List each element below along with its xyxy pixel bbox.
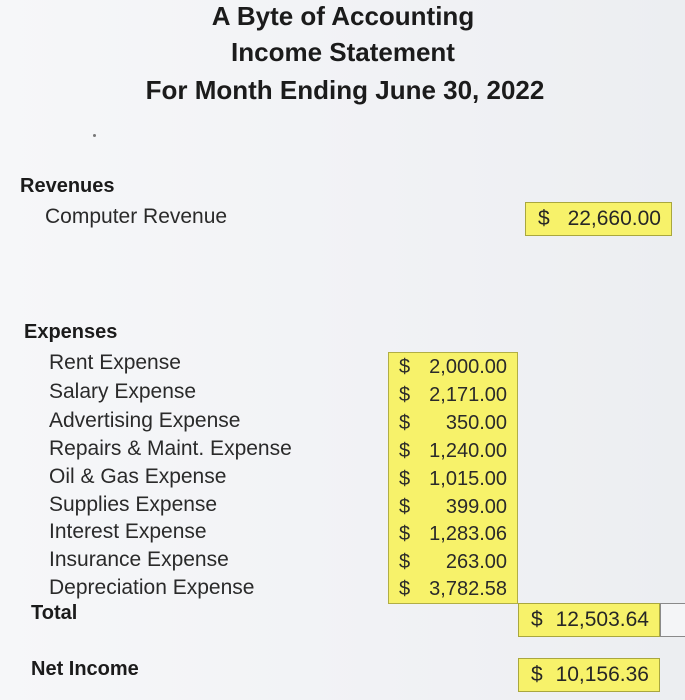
expenses-heading: Expenses (24, 321, 118, 343)
currency-symbol: $ (399, 356, 411, 378)
expenses-total-value: 12,503.64 (555, 608, 649, 631)
expense-amount-cell[interactable] (389, 382, 517, 410)
expense-label-rent: Rent Expense (49, 351, 181, 374)
expenses-total-label: Total (31, 602, 78, 624)
expense-amount-cell[interactable] (389, 549, 517, 577)
statement-period: For Month Ending June 30, 2022 (145, 75, 545, 105)
expense-amount-value: 263.00 (445, 551, 507, 573)
expense-amount-cell[interactable] (389, 438, 517, 466)
expense-amount-value: 1,283.06 (429, 523, 507, 545)
currency-symbol: $ (531, 663, 543, 686)
expense-amounts-column (388, 352, 518, 604)
net-income-cell[interactable] (518, 658, 660, 692)
currency-symbol: $ (399, 440, 411, 462)
revenue-total-cell[interactable] (525, 202, 672, 236)
expense-label-supplies: Supplies Expense (49, 493, 218, 516)
expense-amount-value: 2,000.00 (429, 356, 507, 378)
currency-symbol: $ (538, 207, 550, 230)
expenses-total-cell[interactable] (518, 603, 660, 637)
expense-label-repairs: Repairs & Maint. Expense (49, 437, 292, 460)
net-income-label: Net Income (31, 658, 139, 680)
expense-amount-value: 1,240.00 (429, 440, 507, 462)
revenues-heading: Revenues (20, 175, 115, 197)
currency-symbol: $ (399, 412, 411, 434)
expense-amount-value: 1,015.00 (429, 468, 507, 490)
expense-amount-value: 3,782.58 (429, 578, 507, 600)
expense-amount-value: 350.00 (445, 412, 507, 434)
currency-symbol: $ (399, 496, 411, 518)
expense-label-insurance: Insurance Expense (49, 548, 229, 571)
currency-symbol: $ (399, 523, 411, 545)
expense-label-depreciation: Depreciation Expense (49, 576, 255, 599)
expense-amount-cell[interactable] (389, 521, 517, 549)
revenue-total-value: 22,660.00 (567, 207, 661, 230)
company-name: A Byte of Accounting (211, 1, 475, 31)
expense-label-interest: Interest Expense (49, 520, 207, 543)
expense-label-salary: Salary Expense (49, 380, 197, 403)
expense-label-oil-gas: Oil & Gas Expense (49, 465, 227, 488)
expense-amount-value: 2,171.00 (429, 384, 507, 406)
expense-amount-cell[interactable] (389, 494, 517, 522)
expense-amount-cell[interactable] (389, 410, 517, 438)
expense-amount-value: 399.00 (445, 496, 507, 518)
stray-mark (93, 134, 96, 137)
currency-symbol: $ (399, 468, 411, 490)
empty-cell[interactable] (660, 603, 685, 637)
currency-symbol: $ (399, 578, 411, 600)
expense-label-advertising: Advertising Expense (49, 409, 241, 432)
expense-amount-cell[interactable] (389, 354, 517, 382)
currency-symbol: $ (399, 551, 411, 573)
statement-title: Income Statement (231, 37, 455, 67)
expense-amount-cell[interactable] (389, 576, 517, 604)
computer-revenue-label: Computer Revenue (45, 205, 228, 228)
currency-symbol: $ (531, 608, 543, 631)
net-income-value: 10,156.36 (555, 663, 649, 686)
currency-symbol: $ (399, 384, 411, 406)
expense-amount-cell[interactable] (389, 466, 517, 494)
